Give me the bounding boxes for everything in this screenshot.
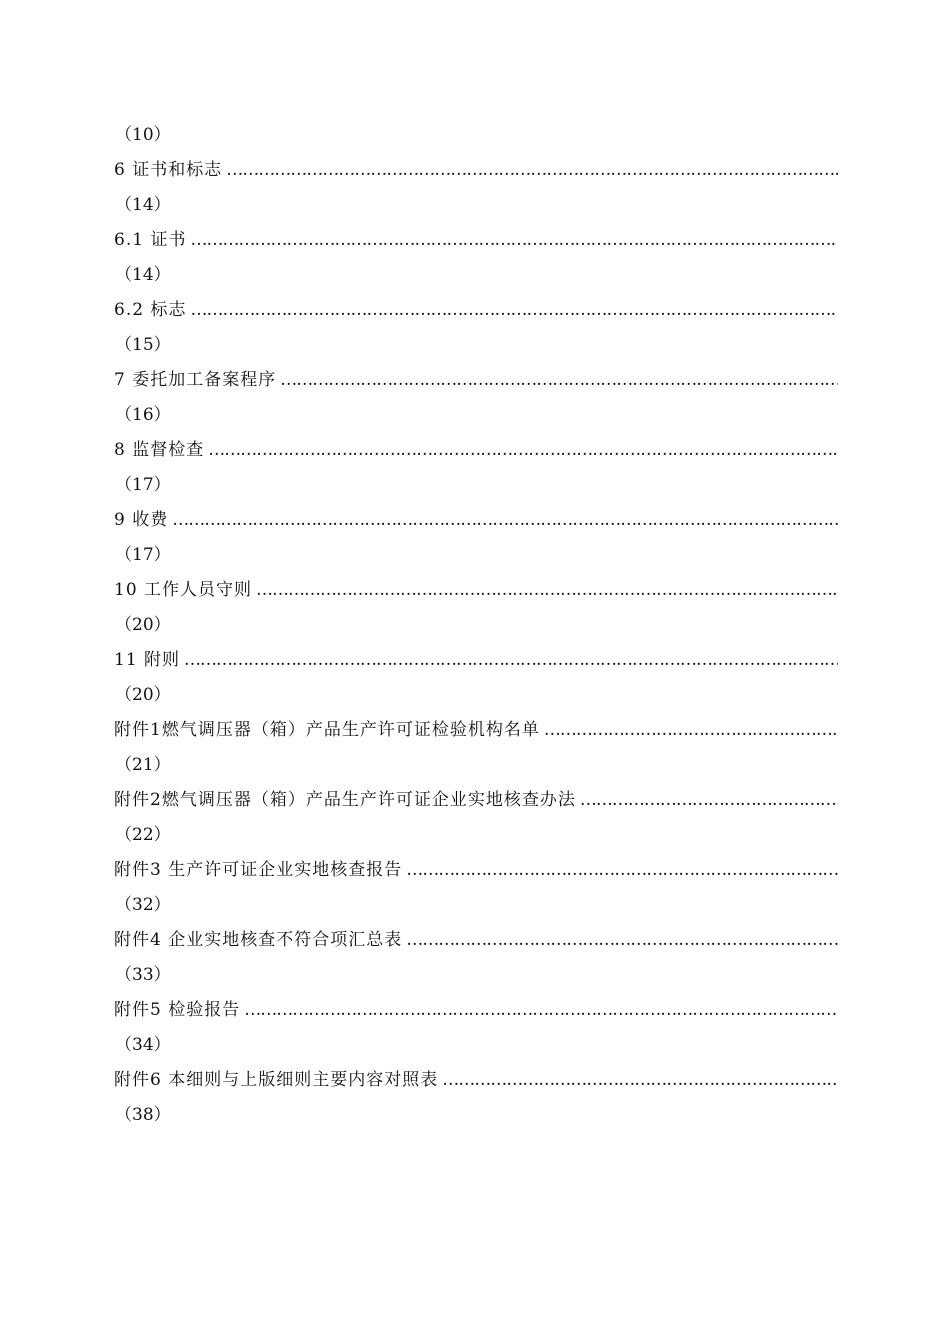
toc-entry-label: 6.2 标志 [114,300,187,320]
toc-leader-dots [280,363,838,398]
toc-leader-dots [190,293,838,328]
toc-entry-label: 附件6 本细则与上版细则主要内容对照表 [114,1070,439,1090]
toc-entry-label: 6.1 证书 [114,230,187,250]
toc-page-number: （22） [115,825,171,845]
toc-page-number: （10） [115,125,171,145]
toc-entry[interactable] [114,643,838,678]
toc-page-number: （34） [115,1035,171,1055]
toc-leader-dots [580,783,838,818]
toc-entry-label: 9 收费 [114,510,169,530]
toc-leader-dots [544,713,838,748]
toc-page-number: （32） [115,895,171,915]
toc-entry-label: 附件1燃气调压器（箱）产品生产许可证检验机构名单 [114,720,540,740]
toc-page-number: （15） [115,335,171,355]
toc-leader-dots [172,503,838,538]
toc-page-number: （14） [115,195,171,215]
toc-leader-dots [256,573,838,608]
toc-entry[interactable] [114,153,838,188]
toc-leader-dots [406,923,838,958]
toc-entry-label: 附件3 生产许可证企业实地核查报告 [114,860,403,880]
toc-entry-label: 10 工作人员守则 [114,580,253,600]
toc-entry-label: 附件2燃气调压器（箱）产品生产许可证企业实地核查办法 [114,790,576,810]
toc-leader-dots [184,643,838,678]
toc-entry-label: 11 附则 [114,650,181,670]
toc-leader-dots [208,433,838,468]
toc-entry[interactable] [114,573,838,608]
toc-page-number: （21） [115,755,171,775]
toc-entry[interactable] [114,223,838,258]
toc-page-number: （14） [115,265,171,285]
toc-page-number: （20） [115,615,171,635]
toc-page-number: （33） [115,965,171,985]
toc-page-number: （17） [115,475,171,495]
toc-entry[interactable] [114,1063,838,1098]
toc-page-number: （16） [115,405,171,425]
toc-page-number: （38） [115,1105,171,1125]
toc-leader-dots [442,1063,838,1098]
toc-entry[interactable] [114,783,838,818]
toc-entry-label: 附件5 检验报告 [114,1000,241,1020]
toc-entry[interactable] [114,363,838,398]
toc-entry[interactable] [114,853,838,888]
toc-page-number: （17） [115,545,171,565]
toc-entry-label: 7 委托加工备案程序 [114,370,277,390]
toc-entry[interactable] [114,993,838,1028]
toc-leader-dots [226,153,838,188]
toc-leader-dots [244,993,838,1028]
toc-leader-dots [190,223,838,258]
toc-page-number: （20） [115,685,171,705]
toc-entry[interactable] [114,713,838,748]
toc-entry-label: 6 证书和标志 [114,160,223,180]
toc-entry[interactable] [114,923,838,958]
toc-entry[interactable] [114,293,838,328]
toc-entry[interactable] [114,503,838,538]
toc-entry-label: 附件4 企业实地核查不符合项汇总表 [114,930,403,950]
table-of-contents [114,118,838,1133]
toc-entry-label: 8 监督检查 [114,440,205,460]
toc-leader-dots [406,853,838,888]
toc-entry[interactable] [114,433,838,468]
